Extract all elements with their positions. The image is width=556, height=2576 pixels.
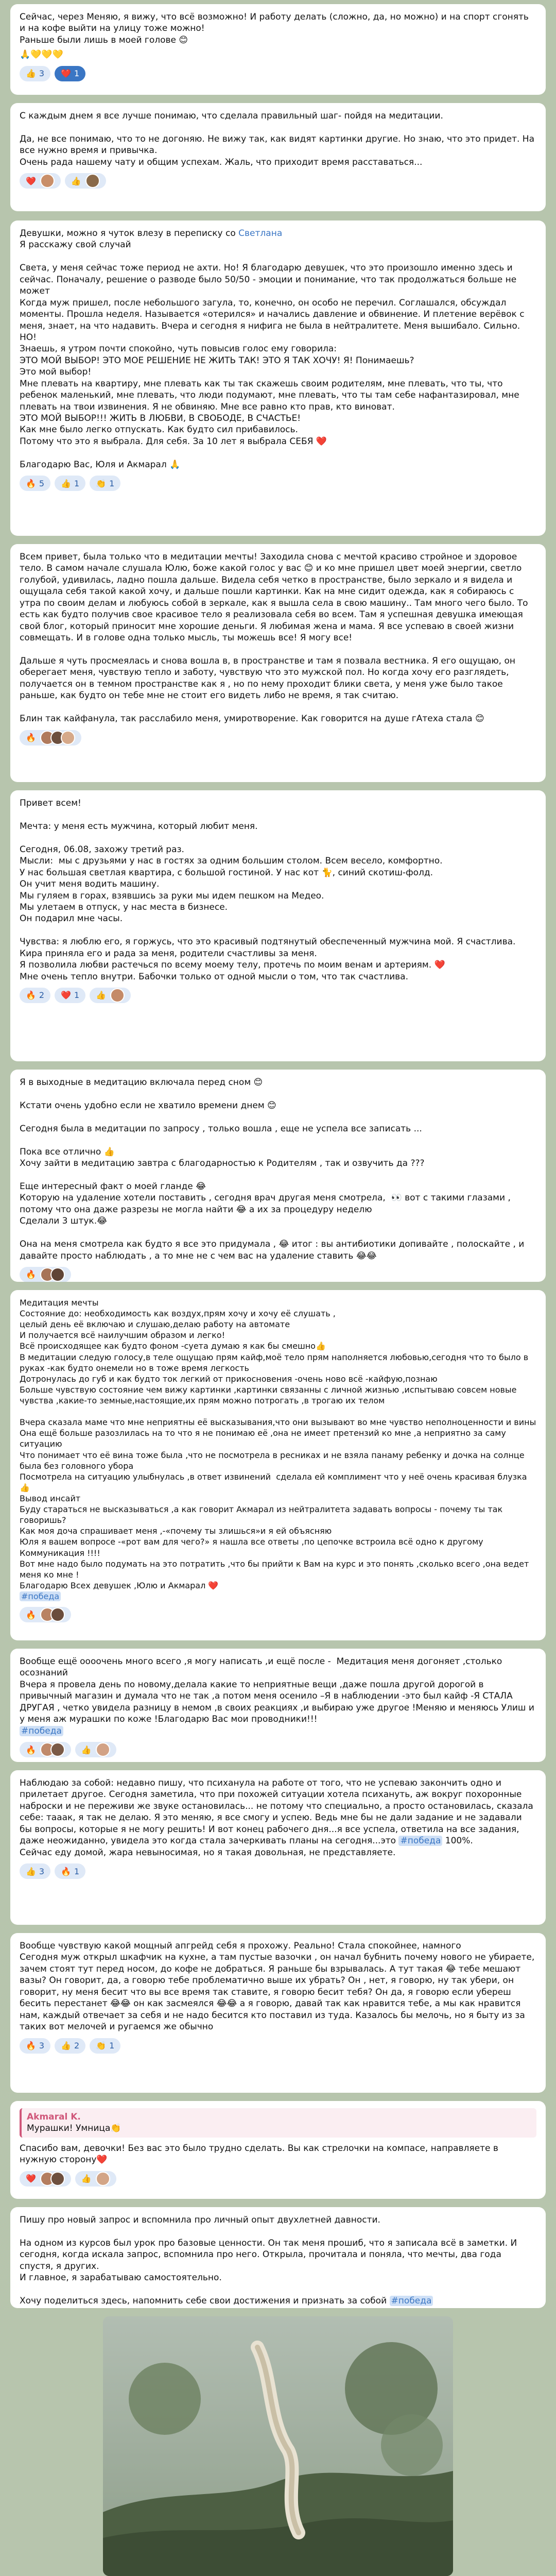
reaction-fire[interactable]: 🔥	[20, 730, 81, 745]
reaction-thumbs[interactable]: 👍 3	[20, 66, 50, 81]
avatar	[50, 1607, 65, 1622]
message-text: С каждым днем я все лучше понимаю, что сделала правильный шаг- пойдя на медитации. Да, не все понимаю, что то не догоняю. Не вижу так, как видят картинки другие. Но знаю, что это придет. На все нужно время и привычка. Очень рада нашему чату и общим успехам. Жаль, что приходит время расставаться...	[20, 111, 534, 167]
photo-image	[103, 2316, 453, 2576]
message-bubble	[10, 2101, 546, 2199]
reaction-heart[interactable]: ❤️ 1	[55, 66, 85, 81]
mention-link[interactable]: Светлана	[238, 228, 283, 239]
reaction-fire[interactable]: 🔥	[20, 1742, 71, 1757]
message-bubble	[10, 1933, 546, 2093]
quote-author: Akmaral K.	[27, 2112, 81, 2122]
message-bubble	[10, 2207, 546, 2308]
avatar	[50, 1742, 65, 1757]
reaction-thumbs[interactable]: 👍	[75, 1742, 116, 1757]
shared-photo[interactable]	[103, 2316, 453, 2576]
reactions	[20, 2038, 536, 2054]
reaction-thumbs[interactable]: 👍	[90, 988, 131, 1003]
reaction-fire[interactable]: 🔥	[20, 1267, 71, 1282]
reactions	[20, 476, 536, 491]
reaction-thumbs[interactable]: 👍	[75, 2171, 116, 2187]
message-text: Пишу про новый запрос и вспомнила про личный опыт двухлетней давности. На одном из курсов был урок про базовые ценности. Он так меня прошиб, что я записала всё в заметки. И сегодня, когда искала запрос, вспомнила про него. Открыла, прочитала и поняла, что мечты, два года спустя, я других. И главное, я зарабатываю самостоятельно. Хочу поделиться здесь, напомнить себе свои достижения и признать за собой #победа	[20, 2215, 517, 2307]
avatar	[96, 1742, 110, 1757]
message-bubble	[10, 221, 546, 536]
reaction-heart[interactable]: ❤️	[20, 2171, 71, 2187]
message-bubble	[10, 103, 546, 211]
reactions	[20, 66, 536, 81]
reactions	[20, 1742, 536, 1757]
reactions	[20, 2171, 536, 2187]
reactions	[20, 1863, 536, 1879]
message-emoji: 🙏💛💛💛	[20, 49, 63, 60]
avatar	[50, 1267, 65, 1282]
reactions	[20, 988, 536, 1003]
reaction-fire[interactable]: 🔥 3	[20, 2038, 50, 2054]
reactions	[20, 1607, 536, 1622]
reaction-clap[interactable]: 👏 1	[90, 476, 120, 491]
avatar	[96, 2172, 110, 2186]
message-bubble	[10, 1770, 546, 1925]
hashtag-pobeda[interactable]: #победа	[390, 2296, 433, 2306]
quote-text: Мурашки! Умница👏	[27, 2123, 121, 2134]
message-text: Наблюдаю за собой: недавно пишу, что психанула на работе от того, что не успеваю закончить одно и прилетает другое. Сегодня заметила, что при похожей ситуации хотела психануть, аж вокруг похоронные наброски и не переживи же звуке остановилась... не потому что специально, а просто остановилась, сказала себе: тааак, я так не делаю. Я это меняю, я все смогу и успею. Ведь мне бы не дали задание и не задавали бы вопросы, которые я не могу решить! И вот конец рабочего дня...я все успела, ответила на все задания, даже неожиданно, увидела это когда стала зачеркивать планы на сегодня...это #победа 100%. Сейчас еду домой, жара невыносимая, но я такая довольная, не представляете.	[20, 1778, 536, 1858]
message-text: Всем привет, была только что в медитации мечты! Заходила снова с мечтой красиво стройное и здоровое тело. В самом начале слушала Юлю, боже какой голос у вас 😊 и ко мне пришел цвет моей энергии, светло голубой, удивилась, ладно пошла дальше. Видела себя четко в пространстве, было зеркало и я видела и ощущала себя такой какой хочу, и дальше пошли картинки. Как на мне сидит одежда, как я собираюсь с утра по своим делам и любуюсь собой в зеркале, как я вышла села в свою машину.. Там много чего было. То есть как будто получив свое красивое тело я реализовала себя во всем. Там я успешная девушка имеющая свой блог, который приносит мне хорошие деньги. Я любимая жена и мама. Я все успеваю в своей жизни совмещать. И в голове одна только мысль, ты можешь все! Я могу все! Дальше я чуть просмеялась и снова вошла в, в пространстве и там я позвала вестника. Я его ощущаю, он оберегает меня, чувствую тепло и заботу, чувствую что это мужской пол. Но когда хочу его разглядеть, получается он в темном пространстве как я , но по нему проходит блики света, у меня уже было такое раньше, как будто он тебе мне не стоит его видеть либо не время, я так считаю. Блин так кайфанула, так расслабило меня, умиротворение. Как говорится на душе гАтеха стала 😊	[20, 552, 528, 724]
reaction-fire[interactable]: 🔥 1	[55, 1863, 85, 1879]
reactions	[20, 1267, 536, 1282]
message-bubble	[10, 1290, 546, 1640]
message-bubble	[10, 4, 546, 95]
reactions	[20, 730, 536, 745]
message-bubble	[10, 1649, 546, 1762]
message-text: Медитация мечты Состояние до: необходимость как воздух,прям хочу и хочу её слушать , целый день её включаю и слушаю,делаю работу на автомате И получается всё наилучшим образом и легко! Всё происходящее как будто фоном -суета думаю я как бы смешно👍 В медитации следую голосу,в теле ощущаю прям кайф,моё тело прям наполняется любовью,сегодня что то было в руках -как будто онемели но в тоже время легкость Дотронулась до губ и как будто ток легкий от прикосновения -очень ново всё -кайфую,познаю Больше чувствую состояние чем вижу картинки ,картинки связанны с личной жизнью ,испытываю совсем новые чувства ,какие-то земные,настоящие,их прям можно потрогать ,в трогаю их телом Вчера сказала маме что мне неприятны её высказывания,что они вызывают во мне чувство неполноценности и вины Она ещё больше разозлилась на то что я не понимаю её ,она не имеет претензий ко мне ,а неприятно за саму ситуацию Что понимает что её вина тоже была ,что не посмотрела в ресниках и не взяла панаму ребенку и дочка на солнце была без головного убора Посмотрела на ситуацию улыбнулась ,в ответ извинений сделала ей комплимент что у неё очень красивая блузка 👍 Вывод инсайт Буду стараться не высказываться ,а как говорит Акмарал из нейтралитета задавать вопросы - почему ты так говоришь? Как моя доча спрашивает меня ,-«почему ты злишься»и я ей объясняю Юля я вашем вопросе -«рот вам для чего?» я нашла все ответы ,по цепочке встроила всё одно к другому Коммуникация !!!! Вот мне надо было подумать на это потратить ,что бы прийти к Вам на курс и это понять ,сколько всего ,она ведет меня ко мне ! Благодарю Всех девушек ,Юлю и Акмарал ❤️	[20, 1298, 536, 1590]
avatar	[50, 2172, 65, 2186]
reply-quote[interactable]	[20, 2108, 536, 2138]
message-bubble	[10, 790, 546, 1061]
hashtag-pobeda[interactable]: #победа	[398, 1836, 442, 1846]
reaction-heart[interactable]: ❤️ 1	[55, 988, 85, 1003]
reaction-fire[interactable]: 🔥 2	[20, 988, 50, 1003]
message-text: Вообще ещё оооочень много всего ,я могу написать ,и ещё после - Медитация меня догоняет ,столько осознаний Вчера я провела день по новому,делала какие то неприятные вещи ,даже пошла другой дорогой в привычный магазин и думала что не так ,а потом меня осенило –Я в наблюдении -это был кайф -Я СТАЛА ДРУГАЯ , четко увидела разницу в немом ,в своих реакциях ,и выбираю уже другое !Меняю и меняюсь Улиш и у меня аж мурашки по коже !Благодарю Вас мои проводники!!!	[20, 1656, 534, 1725]
message-bubble	[10, 1070, 546, 1282]
message-bubble	[10, 544, 546, 782]
message-text: Привет всем! Мечта: у меня есть мужчина, который любит меня. Сегодня, 06.08, захожу третий раз. Мысли: мы с друзьями у нас в гостях за одним большим столом. Всем весело, комфортно. У нас большая светлая квартира, с большой гостиной. У нас кот 🐈, синий скотиш-фолд. Он учит меня водить машину. Мы гуляем в горах, взявшись за руки мы идем пешком на Медео. Мы улетаем в отпуск, у нас места в бизнесе. Он подарил мне часы. Чувства: я люблю его, я горжусь, что это красивый подтянутый обеспеченный мужчина мой. Я счастлива. Кира приняла его и рада за меня, родители счастливы за меня. Я позволила любви растечься по всему моему телу, протечь по моим венам и артериям. ❤️ Мне очень тепло внутри. Бабочки только от одной мысли о том, что так счастлива.	[20, 798, 516, 982]
reactions	[20, 173, 536, 189]
avatar	[61, 731, 75, 745]
reaction-heart[interactable]: ❤️	[20, 173, 61, 189]
hashtag-pobeda[interactable]: #победа	[20, 1726, 63, 1736]
reaction-clap[interactable]: 👏 1	[90, 2038, 120, 2054]
avatar	[110, 988, 125, 1003]
hashtag-pobeda[interactable]: #победа	[20, 1591, 61, 1601]
message-text: Сейчас, через Меняю, я вижу, что всё возможно! И работу делать (сложно, да, но можно) и на спорт сгонять и на кофе выйти на улицу тоже можно! Раньше были лишь в моей голове 😊	[20, 12, 529, 45]
message-intro: Девушки, можно я чуток влезу в переписку со Светлана	[20, 228, 283, 239]
message-text: Спасибо вам, девочки! Без вас это было трудно сделать. Вы как стрелочки на компасе, направляете в нужную сторону❤️	[20, 2143, 501, 2165]
message-text: Я расскажу свой случай Света, у меня сейчас тоже период не ахти. Но! Я благодарю девушек, что это произошло именно здесь и сейчас. Поначалу, решение о разводе было 50/50 - эмоции и понимание, что так продолжаться больше не может Когда муж пришел, после небольшого загула, то, конечно, он особо не перечил. Соглашался, обсуждал моменты. Прошла неделя. Называется «отерился» и начались давление и обвинение. И плетение верёвок с меня, знает, на что надавить. Вчера и сегодня я нифига не была в нейтралитете. Меня вышибало. Сильно. НО! Знаешь, я утром почти спокойно, чуть повысив голос ему говорила: ЭТО МОЙ ВЫБОР! ЭТО МОЕ РЕШЕНИЕ НЕ ЖИТЬ ТАК! ЭТО Я ТАК ХОЧУ! Я! Понимаешь? Это мой выбор! Мне плевать на квартиру, мне плевать как ты так скажешь своим родителям, мне плевать, что ты, что ребенок маленький, мне плевать, что люди подумают, мне плевать, что ты там себе нафантазировал, мне плевать на твои извинения. Я не обвиняю. Мне все равно кто прав, кто виноват. ЭТО МОЙ ВЫБОР!!! ЖИТЬ В ЛЮБВИ, В СВОБОДЕ, В СЧАСТЬЕ! Как мне было легко отпускать. Как будто сил прибавилось. Потому что это я выбрала. Для себя. За 10 лет я выбрала СЕБЯ ❤️ Благодарю Вас, Юля и Акмарал 🙏	[20, 240, 525, 470]
reaction-thumbs[interactable]: 👍 3	[20, 1863, 50, 1879]
reaction-thumbs[interactable]: 👍 2	[55, 2038, 85, 2054]
avatar	[85, 174, 100, 188]
reaction-fire[interactable]: 🔥 5	[20, 476, 50, 491]
reaction-thumbs[interactable]: 👍	[65, 173, 106, 189]
reaction-thumbs[interactable]: 👍 1	[55, 476, 85, 491]
message-text: Я в выходные в медитацию включала перед сном 😊 Кстати очень удобно если не хватило времени днем 😊 Сегодня была в медитации по запросу , только вошла , еще не успела все записать ... Пока все отлично 👍 Хочу зайти в медитацию завтра с благодарностью к Родителям , так и озвучить да ??? Еще интересный факт о моей гланде 😂 Которую на удаление хотели поставить , сегодня врач другая меня смотрела, 👀 вот с такими глазами , потому что она даже разрезы не могла найти 😂 а их за процедуру неделю Сделали 3 штук.😂 Она на меня смотрела как будто я все это придумала , 😂 итог : вы антибиотики допивайте , полоскайте , и давайте просто наблюдать , а то мне не с чем вас на удаление ставить 😂😂	[20, 1077, 525, 1261]
reaction-fire[interactable]: 🔥	[20, 1607, 71, 1622]
message-text: Вообще чувствую какой мощный апгрейд себя я прохожу. Реально! Стала спокойнее, намного Сегодня муж открыл шкафчик на кухне, а там пустые вазочки , он начал бубнить почему нового не убираете, зачем стоят тут перед носом, до кофе не добраться. Я раньше бы взрывалась. А тут такая 😂 тебе мешают вазы? Он говорит, да, а говорю тебе проблематично выше их убрать? Он , нет, я говорю, ну так убери, он говорит, ну меня бесит что вы все время так ставите, я говорю бесит тебя? Он да, я говорю если убереш бесить перестанет 😂😂 он как засмеялся 😂😂 а я говорю, давай так как нравится тебе, а мы как нравится нам, каждый отвечает за себя и не надо бесится кто поставил из туда. Казалось бы мелочь, но я быту из за таких вот мелочей и ругаемся же обычно	[20, 1941, 535, 2032]
avatar	[40, 174, 55, 188]
